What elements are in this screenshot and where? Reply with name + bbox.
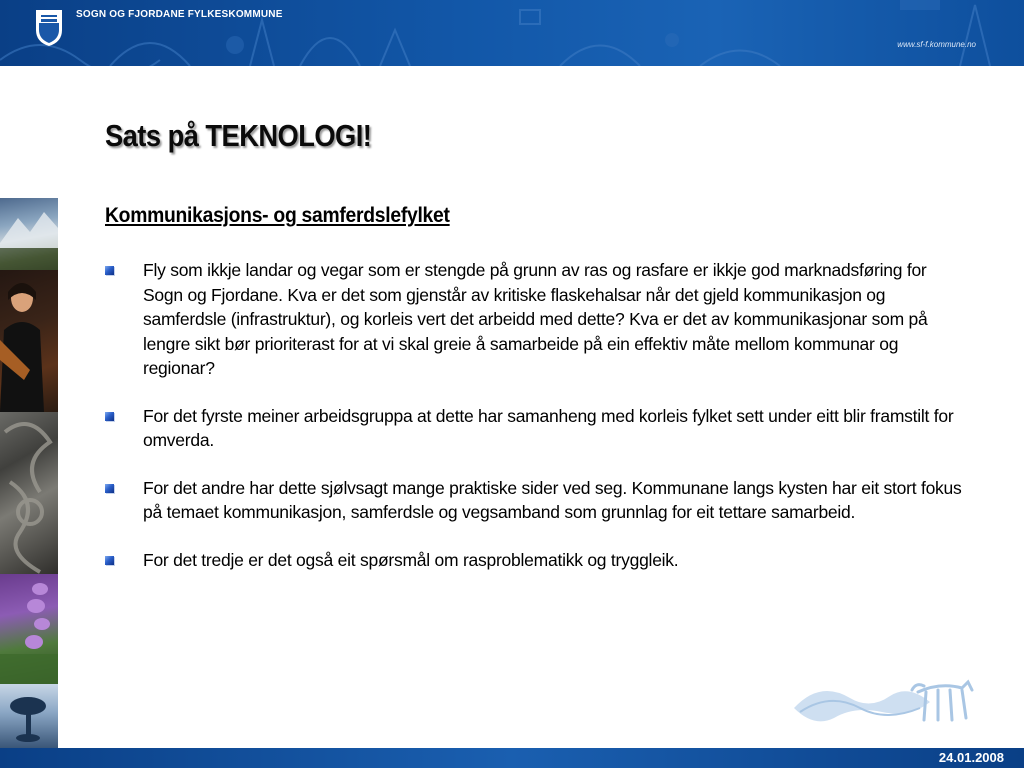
mountain-icon (0, 198, 58, 270)
bullet-item (105, 476, 965, 525)
bullet-item (105, 404, 965, 453)
bullet-list (105, 258, 965, 595)
organization-name: SOGN OG FJORDANE FYLKESKOMMUNE (76, 9, 283, 20)
carving-photo (0, 412, 58, 574)
footer-bar (0, 748, 1024, 768)
square-bullet-icon (105, 484, 114, 493)
lamp-sculpture-photo (0, 684, 58, 748)
foxglove-flowers-photo (0, 574, 58, 684)
bullet-text: For det fyrste meiner arbeidsgruppa at dette har samanheng med korleis fylket sett under eitt blir framstilt for omverda. (143, 405, 954, 450)
bullet-text: Fly som ikkje landar og vegar som er stengde på grunn av ras og rasfare er ikkje god marknadsføring for Sogn og Fjordane. Kva er det som gjenstår av kritiske flaskehalsar når det gjeld kommunikasjon og samferdsle (infrastruktur), og korleis vert det arbeidd med dette? Kva er det av kommunikasjonar som på lengre sikt bør prioriterast for at vi skal greie å samarbeide på ein effektiv måte mellom kommunar og regionar? (143, 260, 928, 378)
slide-subtitle: Kommunikasjons- og samferdslefylket (105, 204, 450, 227)
footer-date: 24.01.2008 (938, 750, 1004, 765)
county-shield-logo-icon (34, 8, 64, 48)
mountain-lake-photo (0, 198, 58, 270)
wood-carving-icon (0, 412, 58, 574)
photo-strip (0, 198, 58, 748)
lamp-icon (0, 684, 58, 748)
bullet-text: For det tredje er det også eit spørsmål om rasproblematikk og tryggleik. (143, 549, 679, 570)
website-url: www.sf-f.kommune.no (897, 40, 976, 49)
horse-wave-logo-icon (790, 668, 980, 730)
slide-title: Sats på TEKNOLOGI! (105, 118, 372, 153)
header-banner (0, 0, 1024, 66)
person-icon (0, 270, 58, 412)
bullet-item (105, 258, 965, 381)
violinist-photo (0, 270, 58, 412)
square-bullet-icon (105, 266, 114, 275)
square-bullet-icon (105, 412, 114, 421)
square-bullet-icon (105, 556, 114, 565)
flower-icon (0, 574, 58, 684)
bullet-text: For det andre har dette sjølvsagt mange praktiske sider ved seg. Kommunane langs kysten har eit stort fokus på temaet kommunikasjon, samferdsle og vegsamband som grunnlag for eit tettare samarbeid. (143, 477, 962, 522)
bullet-item (105, 548, 965, 573)
